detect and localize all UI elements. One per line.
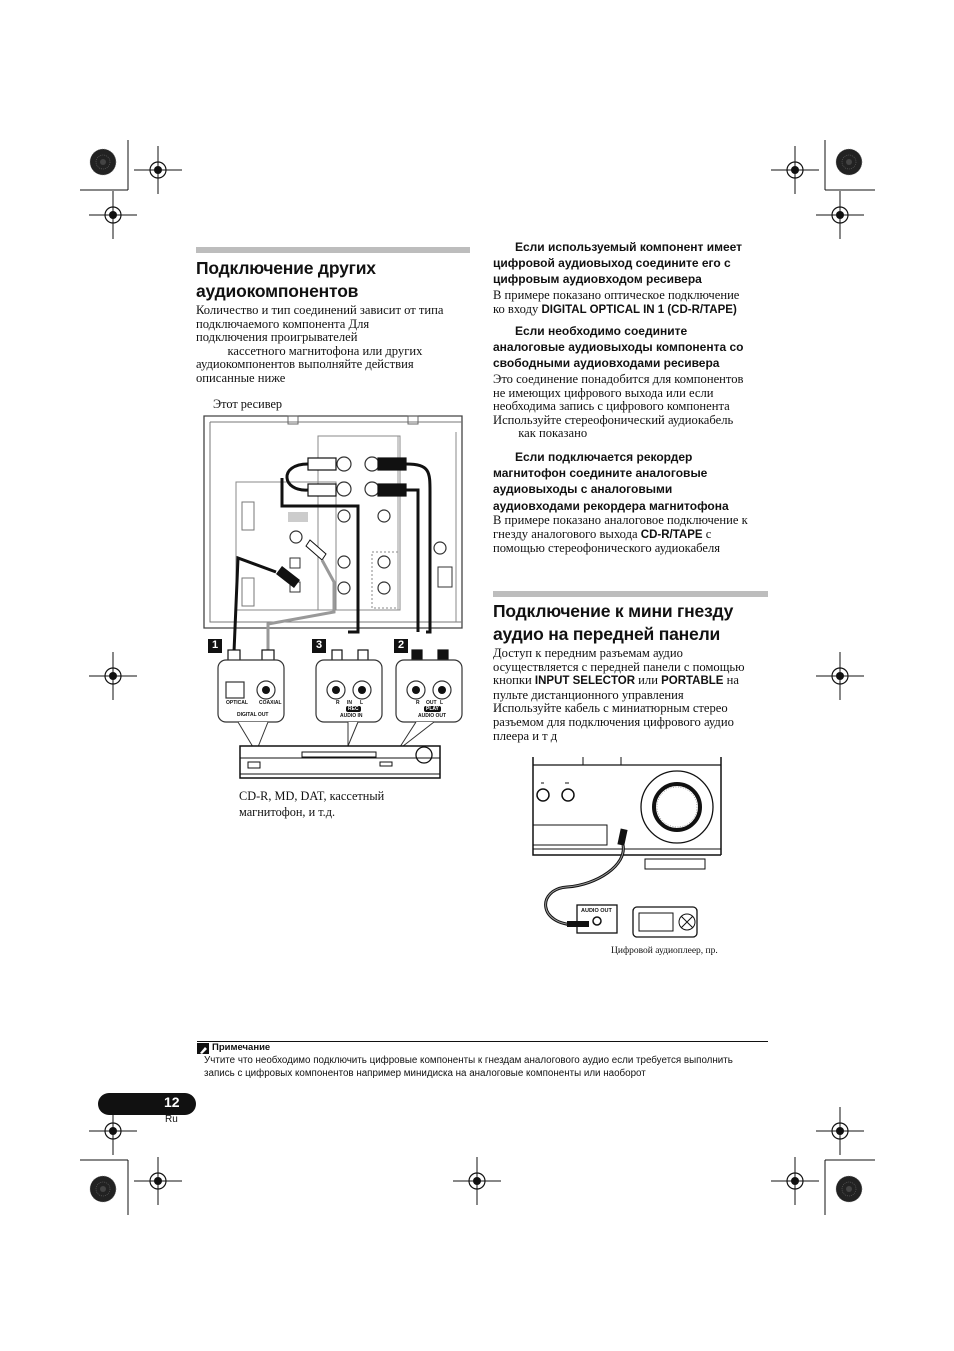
section-title-mini-jack: Подключение к мини гнезду аудио на передней панели [493, 601, 734, 644]
receiver-label: Этот ресивер [213, 397, 283, 411]
step1-heading: Если используемый компонент имеет цифровой аудиовыход соедините его с цифровым аудиовходом ресивера [493, 240, 743, 287]
front-panel-diagram [527, 755, 727, 940]
intro-paragraph: Количество и тип соединений зависит от типа подключаемого компонента Для подключения проигрывателей кассетного магнитофона или других аудиокомпонентов выполняйте действия описанные ниже [196, 303, 444, 385]
badge-3: 3 [315, 639, 323, 651]
section2-body: Доступ к передним разъемам аудио осуществляется с передней панели с помощью кнопки INPUT SELECTOR или PORTABLE на пульте дистанционного управления Используйте кабель с миниатюрным стерео разъемом для подключения цифрового аудио плеера и т д [493, 646, 745, 743]
note-text: Учтите что необходимо подключить цифровые компоненты к гнездам аналогового аудио если требуется выполнить запись с цифровых компонентов например минидиска на аналоговые компоненты или наоборот [204, 1055, 733, 1080]
jack-label-digital-out: DIGITAL OUT [237, 712, 269, 718]
section-title-other-audio: Подключение других аудиокомпонентов [196, 258, 376, 301]
step2-body: Это соединение понадобится для компонентов не имеющих цифрового выхода или если необходима запись с цифрового компонента Используйте стереофонический аудиокабель как показано [493, 372, 744, 441]
jack-label-audio-in: AUDIO IN [340, 713, 363, 719]
jack-label-audio-in-r: R [336, 700, 340, 706]
digital-optical-in-label: DIGITAL OPTICAL IN 1 (CD-R/TAPE) [541, 303, 737, 316]
jack-label-coaxial: COAXIAL [259, 700, 282, 706]
cdr-tape-label: CD-R/TAPE [640, 528, 703, 541]
badge-2: 2 [397, 639, 405, 651]
jack-label-audio-in-in: IN [347, 700, 352, 706]
jack-label-rec: REC [348, 706, 359, 712]
step3-body: В примере показано аналоговое подключение к гнезду аналогового выхода CD-R/TAPE с помощью стереофонического аудиокабеля [493, 513, 748, 556]
component-caption: CD-R, MD, DAT, кассетный магнитофон, и т.д. [239, 789, 385, 819]
page-number: 12 [164, 1094, 180, 1110]
step2-heading: Если необходимо соедините аналоговые аудиовыходы компонента со свободными аудиовходами ресивера [493, 324, 744, 371]
section-bar-right [493, 591, 768, 597]
step3-heading: Если подключается рекордер магнитофон соедините аналоговые аудиовыходы с аналоговыми аудиовходами рекордера магнитофона [493, 450, 729, 513]
jack-label-play: PLAY [426, 706, 439, 712]
connection-diagram [198, 412, 470, 790]
jack-label-audio-out-r: R [416, 700, 420, 706]
page-number-pill [98, 1093, 196, 1115]
section-bar-left [196, 247, 470, 253]
jack-label-audio-out-out: OUT [426, 700, 437, 706]
jack-label-optical: OPTICAL [226, 700, 248, 706]
badge-1: 1 [211, 639, 219, 651]
player-caption: Цифровой аудиоплеер, пр. [611, 946, 718, 956]
audio-out-label: AUDIO OUT [581, 908, 612, 914]
step1-body: В примере показано оптическое подключение ко входу DIGITAL OPTICAL IN 1 (CD-R/TAPE) [493, 288, 740, 316]
portable-label: PORTABLE [661, 675, 724, 688]
jack-label-audio-in-l: L [360, 700, 364, 706]
jack-label-audio-out: AUDIO OUT [418, 713, 447, 719]
page-language: Ru [165, 1114, 178, 1125]
jack-label-audio-out-l: L [440, 700, 444, 706]
input-selector-label: INPUT SELECTOR [534, 675, 636, 688]
note-divider [197, 1041, 768, 1042]
note-title: Примечание [212, 1042, 271, 1053]
note-icon [197, 1043, 209, 1054]
